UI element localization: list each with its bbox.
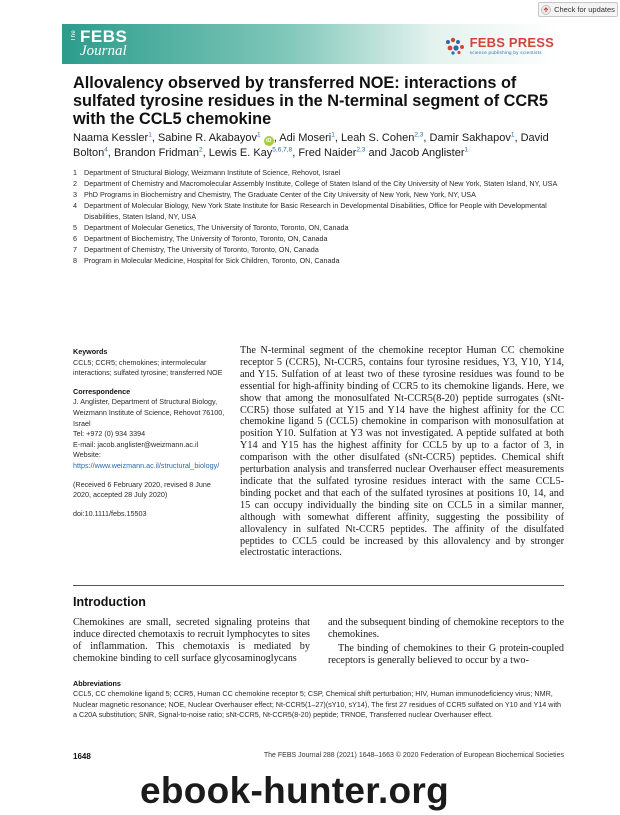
affiliation-text: Department of Chemistry, The University of Toronto, Toronto, ON, Canada [84, 245, 319, 254]
affiliation-number: 8 [73, 256, 77, 265]
journal-logo-febs: FEBS [80, 27, 128, 46]
author-name: Sabine R. Akabayov [157, 132, 258, 144]
affiliation-text: Department of Molecular Biology, New York State Institute for Basic Research in Developmental Disabilities, Office for People with Developmental Disabilities, Staten Island, NY, USA [84, 201, 547, 221]
affiliation-item [73, 200, 563, 222]
intro-right-paragraph-1: and the subsequent binding of chemokine receptors to the chemokines. [328, 617, 564, 640]
author-affiliation-ref[interactable]: 2,3 [414, 131, 424, 139]
author-name: David Bolton [73, 132, 549, 159]
affiliation-item [73, 222, 563, 233]
affiliation-number: 6 [73, 234, 77, 243]
author-affiliation-ref[interactable]: 2,3 [356, 146, 366, 154]
introduction-column-left: Chemokines are small, secreted signaling proteins that induce directed chemotaxis to recruit lymphocytes to sites of inflammation. This chemotaxis is mediated by chemokine binding to cell surface glycosaminoglycans [73, 617, 310, 664]
author-name: Jacob Anglister [389, 147, 465, 159]
journal-logo-the: The [71, 30, 77, 42]
article-doi[interactable]: doi:10.1111/febs.15503 [73, 508, 147, 518]
affiliation-text: PhD Programs in Biochemistry and Chemistry, The Graduate Center of the City University of New York, New York, NY, USA [84, 190, 476, 199]
affiliation-item [73, 233, 563, 244]
affiliation-text: Program in Molecular Medicine, Hospital for Sick Children, Toronto, ON, Canada [84, 256, 340, 265]
article-history: (Received 6 February 2020, revised 8 June 2020, accepted 28 July 2020) [73, 479, 211, 500]
article-info-sidebar [73, 347, 228, 527]
affiliation-number: 7 [73, 245, 77, 254]
publisher-tagline: science publishing by scientists [469, 50, 542, 55]
author-affiliation-ref[interactable]: 1 [464, 146, 469, 154]
publisher-logo [444, 36, 554, 55]
affiliation-number: 2 [73, 179, 77, 188]
author-separator: , [423, 132, 430, 144]
check-for-updates-label: Check for updates [554, 5, 615, 14]
affiliation-number: 3 [73, 190, 77, 199]
correspondence-tel: Tel: +972 (0) 934 3394 [73, 429, 146, 439]
author-separator: and [365, 147, 390, 159]
affiliation-number: 5 [73, 223, 77, 232]
author-name: Naama Kessler [73, 132, 149, 144]
keywords-heading: Keywords [73, 347, 108, 356]
check-for-updates-button[interactable] [538, 2, 618, 17]
author-affiliation-ref[interactable]: 5,6,7,8 [272, 146, 293, 154]
author-separator: , [334, 132, 341, 144]
author-name: Leah S. Cohen [340, 132, 415, 144]
intro-right-paragraph-2: The binding of chemokines to their G protein-coupled receptors is generally believed to occur by a two- [328, 643, 564, 666]
abbreviations-heading: Abbreviations [73, 679, 121, 688]
orcid-icon[interactable]: iD [264, 136, 274, 146]
febs-press-dots-icon [444, 37, 466, 55]
author-name: Brandon Fridman [113, 147, 199, 159]
author-affiliation-ref[interactable]: 4 [104, 146, 108, 154]
author-separator: , [151, 132, 158, 144]
crossmark-icon [541, 5, 551, 15]
section-divider [73, 585, 564, 586]
introduction-column-right [328, 617, 564, 667]
author-affiliation-ref[interactable]: 2 [198, 146, 203, 154]
introduction-heading: Introduction [73, 595, 146, 609]
abstract-text: The N-terminal segment of the chemokine receptor Human CC chemokine receptor 5 (CCR5), Nt-CCR5, contains four tyrosine residues, Y3, Y10, Y14, and Y15. Sulfation of at least two of these tyrosine residues was found to be essential for high-affinity binding of CCR5 to its chemokine ligands. Here, we show that among the monosulfated Nt-CCR5(8-20) peptide surrogates (sNt-CCR5) those sulfated at Y15 and Y14 have the highest affinity for the CC chemokine ligand 5 (CCL5) chemokine in comparison with monosulfation at position Y10. Sulfation at Y3 was not investigated. A peptide sulfated at both Y14 and Y15 has the highest affinity for CCL5 by up to a factor of 3, in comparison with the other disulfated (sNt-CCR5) peptides. Chemical shift perturbation analysis and transferred nuclear Overhauser effect measurements indicate that the sulfated tyrosine residues interact with the same CCL5-binding pocket and that each of the sulfated tyrosines at positions 10, 14, and 15 can occupy individually the binding site on CCL5 in a similar manner, although with somewhat different affinity, suggesting the possibility of allovalency in sulfated Nt-CCR5 peptides. The affinity of the disulfated peptides to CCL5 could be increased by this allovalency and by stronger electrostatic interactions. [240, 345, 564, 559]
author-list [73, 131, 563, 161]
author-name: Lewis E. Kay [208, 147, 273, 159]
keywords-text: CCL5; CCR5; chemokines; intermolecular interactions; sulfated tyrosine; transferred NOE [73, 357, 223, 378]
author-separator: , [514, 132, 521, 144]
author-separator: , [202, 147, 209, 159]
publisher-name: FEBS PRESS [469, 35, 554, 50]
affiliation-item [73, 244, 563, 255]
watermark: ebook-hunter.org [140, 770, 450, 811]
correspondence-address: J. Anglister, Department of Structural Biology, Weizmann Institute of Science, Rehovot 76100, Israel [73, 397, 225, 428]
article-title: Allovalency observed by transferred NOE: interactions of sulfated tyrosine residues in the N-terminal segment of CCR5 with the CCL5 chemokine [73, 74, 548, 128]
author-name: Adi Moseri [279, 132, 332, 144]
author-affiliation-ref[interactable]: 1 [257, 131, 261, 139]
author-separator: , [107, 147, 114, 159]
affiliation-item [73, 178, 563, 189]
affiliation-item [73, 255, 563, 266]
website-link[interactable]: https://www.weizmann.ac.il/structural_biology/ [73, 460, 220, 470]
website-label: Website: [73, 450, 101, 460]
affiliation-text: Department of Chemistry and Macromolecular Assembly Institute, College of Staten Island of the City University of New York, Staten Island, NY, USA [84, 179, 558, 188]
correspondence-heading: Correspondence [73, 386, 131, 396]
affiliation-text: Department of Biochemistry, The University of Toronto, Toronto, ON, Canada [84, 234, 328, 243]
author-separator: , [273, 132, 280, 144]
affiliation-number: 4 [73, 201, 77, 210]
footer-citation: The FEBS Journal 288 (2021) 1648–1663 © 2020 Federation of European Biochemical Societies [263, 752, 564, 759]
author-separator: , [292, 147, 299, 159]
affiliation-item [73, 189, 563, 200]
author-affiliation-ref[interactable]: 1 [331, 131, 335, 139]
affiliation-item [73, 167, 563, 178]
author-affiliation-ref[interactable]: 1 [510, 131, 515, 139]
abbreviations-text: CCL5, CC chemokine ligand 5; CCR5, Human CC chemokine receptor 5; CSP, Chemical shift perturbation; HIV, Human immunodeficiency virus; NMR, Nuclear magnetic resonance; NOE, Nuclear Overhauser effect; Nt-CCR5(1–27)(sY10, sY14), The first 27 residues of CCR5 sulfated on Y10 and Y14 with a C20A substitution; SNR, Signal-to-noise ratio; sNt-CCR5, Nt-CCR5(8-20) peptide; TRNOE, Transferred nuclear Overhauser effect. [73, 689, 562, 720]
affiliation-number: 1 [73, 168, 77, 177]
affiliation-text: Department of Structural Biology, Weizmann Institute of Science, Rehovot, Israel [84, 168, 341, 177]
author-affiliation-ref[interactable]: 1 [148, 131, 152, 139]
correspondence-website [73, 450, 228, 471]
journal-logo-journal: Journal [80, 43, 127, 59]
author-name: Fred Naider [298, 147, 357, 159]
affiliation-text: Department of Molecular Genetics, The University of Toronto, Toronto, ON, Canada [84, 223, 349, 232]
author-name: Damir Sakhapov [429, 132, 511, 144]
correspondence-email[interactable]: E-mail: jacob.anglister@weizmann.ac.il [73, 439, 199, 449]
page-number: 1648 [73, 752, 91, 761]
affiliation-list [73, 167, 563, 266]
